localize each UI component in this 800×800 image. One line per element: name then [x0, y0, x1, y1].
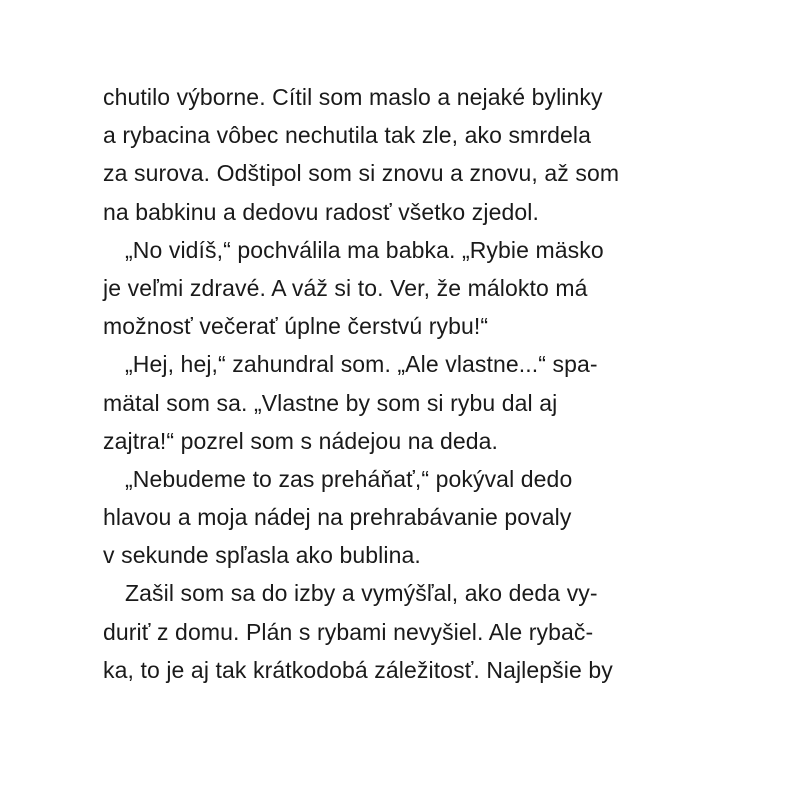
body-text: [103, 78, 703, 689]
text-line-1: chutilo výborne. Cítil som maslo a nejaké bylinky: [103, 84, 603, 110]
text-line-3: za surova. Odštipol som si znovu a znovu, až som: [103, 160, 620, 187]
text-line-15: duriť z domu. Plán s rybami nevyšiel. Ale rybač-: [103, 618, 594, 645]
text-line-14: Zašil som sa do izby a vymýšľal, ako deda vy-: [125, 580, 598, 607]
text-line-7: možnosť večerať úplne čerstvú rybu!“: [103, 313, 489, 340]
text-line-8: „Hej, hej,“ zahundral som. „Ale vlastne...“ spa-: [125, 351, 598, 378]
text-line-10: zajtra!“ pozrel som s nádejou na deda.: [103, 427, 499, 454]
text-line-9: mätal som sa. „Vlastne by som si rybu dal aj: [103, 389, 558, 416]
text-line-4: na babkinu a dedovu radosť všetko zjedol.: [103, 198, 539, 225]
text-line-11: „Nebudeme to zas preháňať,“ pokýval dedo: [125, 465, 573, 492]
text-line-13: v sekunde spľasla ako bublina.: [103, 542, 421, 569]
text-line-16: ka, to je aj tak krátkodobá záležitosť. Najlepšie by: [103, 656, 613, 683]
text-line-2: a rybacina vôbec nechutila tak zle, ako smrdela: [103, 122, 591, 149]
text-line-12: hlavou a moja nádej na prehrabávanie povaly: [103, 504, 572, 531]
text-line-6: je veľmi zdravé. A váž si to. Ver, že málokto má: [103, 274, 588, 301]
text-line-5: „No vidíš,“ pochválila ma babka. „Rybie mäsko: [125, 236, 604, 263]
